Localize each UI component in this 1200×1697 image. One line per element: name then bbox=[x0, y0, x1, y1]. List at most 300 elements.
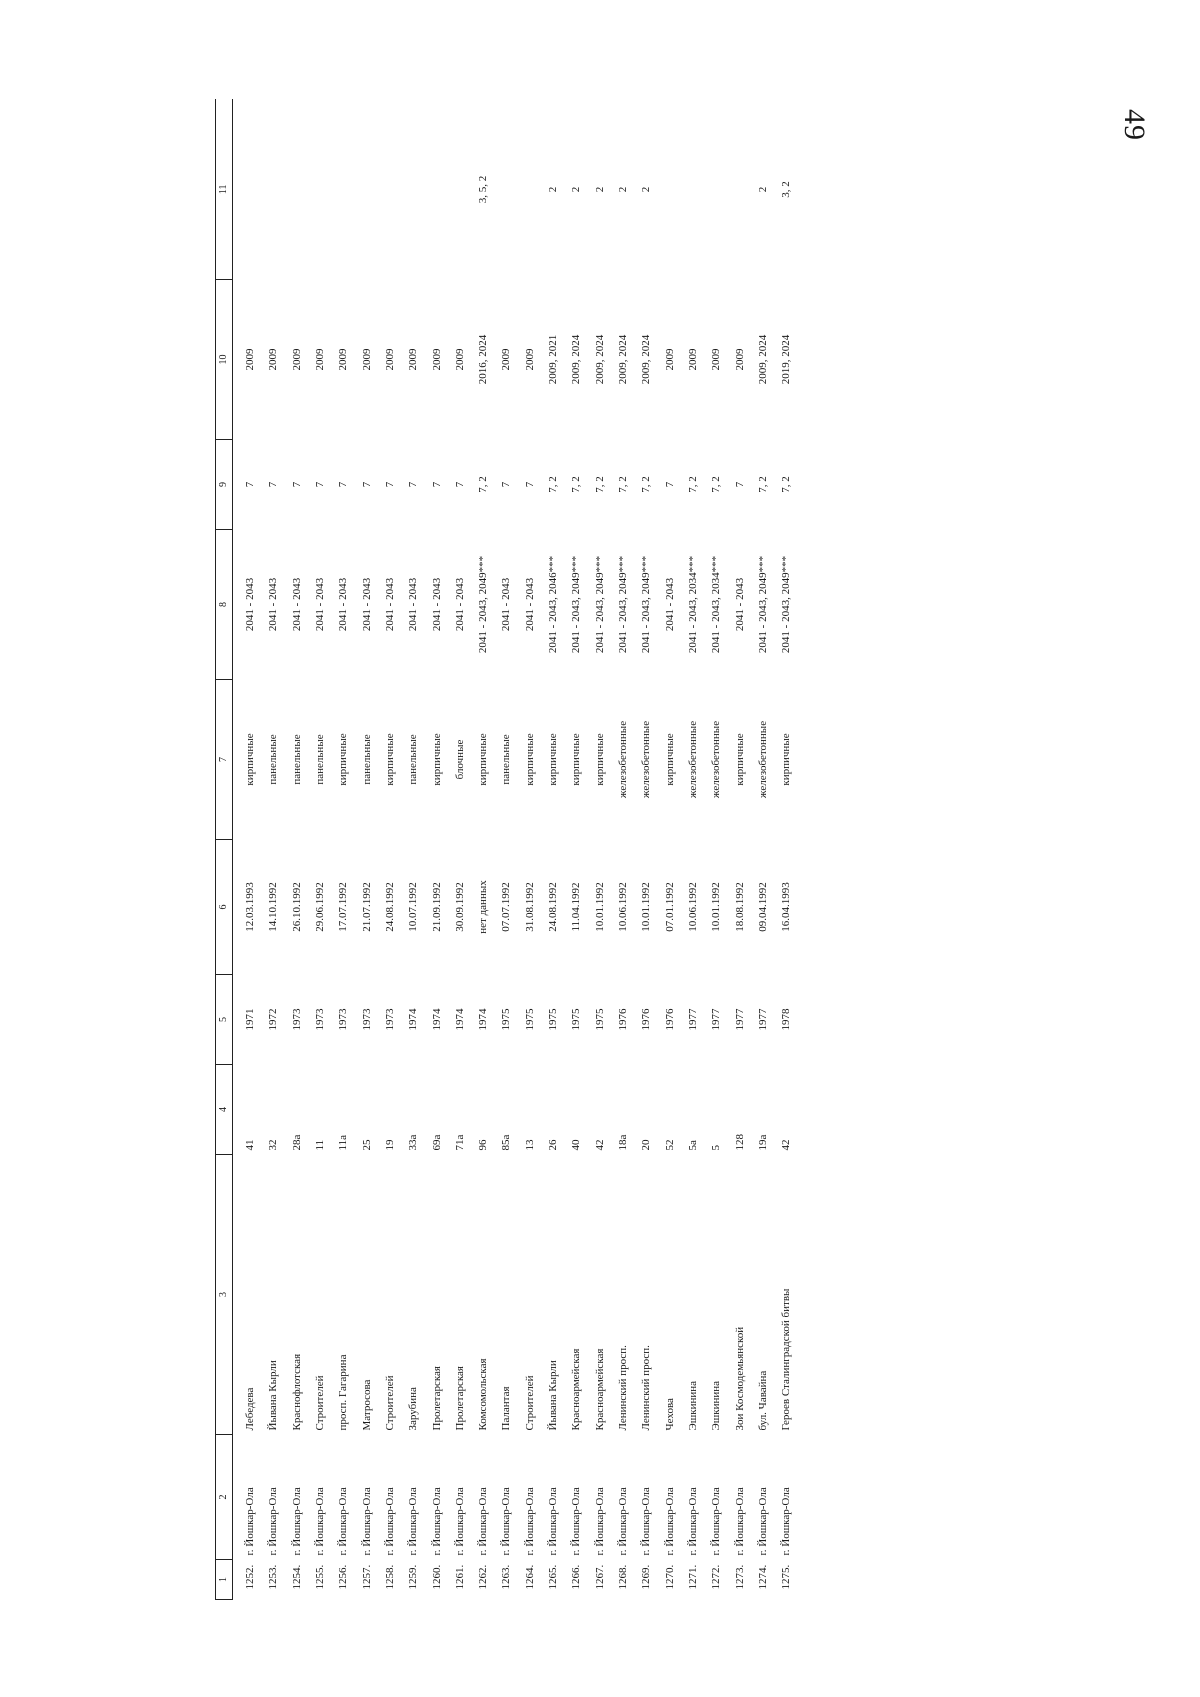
construction-year-cell: 1977 bbox=[710, 1008, 723, 1031]
repair-period-cell: 2041 - 2043, 2049*** bbox=[756, 555, 769, 654]
notes-cell: 2 bbox=[593, 186, 606, 193]
years-cell: 2019, 2024 bbox=[780, 334, 793, 385]
table-header bbox=[216, 100, 233, 1600]
city-cell: г. Йошкар-Ола bbox=[570, 1487, 583, 1556]
repair-period-cell: 2041 - 2043 bbox=[733, 577, 746, 632]
wall-material-cell: панельные bbox=[360, 734, 373, 785]
house-number-cell: 11а bbox=[337, 1135, 350, 1151]
work-types-cell: 7, 2 bbox=[710, 476, 723, 493]
repair-period-cell: 2041 - 2043, 2049*** bbox=[780, 555, 793, 654]
notes-cell bbox=[420, 100, 443, 280]
wall-material-cell: железобетонные bbox=[710, 720, 723, 799]
city-cell: г. Йошкар-Ола bbox=[267, 1487, 280, 1556]
years-cell: 2009, 2024 bbox=[593, 334, 606, 385]
street-cell: Строителей bbox=[313, 1375, 326, 1431]
repair-period-cell: 2041 - 2043 bbox=[453, 577, 466, 632]
repair-period-cell: 2041 - 2043 bbox=[407, 577, 420, 632]
city-cell: г. Йошкар-Ола bbox=[430, 1487, 443, 1556]
table-row bbox=[559, 100, 582, 1600]
house-number-cell: 13 bbox=[523, 1139, 536, 1151]
city-cell: г. Йошкар-Ола bbox=[383, 1487, 396, 1556]
wall-material-cell: железобетонные bbox=[617, 720, 629, 799]
years-cell: 2009 bbox=[244, 348, 256, 371]
row-number-cell: 1263. bbox=[500, 1564, 513, 1590]
city-cell: г. Йошкар-Ола bbox=[313, 1487, 326, 1556]
years-cell: 2009 bbox=[500, 348, 513, 371]
table-row bbox=[723, 100, 746, 1600]
row-number-cell: 1273. bbox=[733, 1564, 746, 1590]
date-cell: нет данных bbox=[477, 880, 490, 934]
construction-year-cell: 1974 bbox=[477, 1008, 490, 1031]
row-number-cell: 1275. bbox=[780, 1564, 793, 1590]
work-types-cell: 7, 2 bbox=[570, 476, 583, 493]
table-row bbox=[466, 100, 489, 1600]
construction-year-cell: 1977 bbox=[686, 1008, 699, 1031]
years-cell: 2009 bbox=[710, 348, 723, 371]
house-number-cell: 25 bbox=[360, 1139, 373, 1151]
row-number-cell: 1256. bbox=[337, 1564, 350, 1590]
construction-year-cell: 1975 bbox=[570, 1008, 583, 1031]
city-cell: г. Йошкар-Ола bbox=[593, 1487, 606, 1556]
street-cell: Палантая bbox=[500, 1386, 513, 1431]
table-row bbox=[326, 100, 349, 1600]
years-cell: 2009, 2024 bbox=[640, 334, 653, 385]
construction-year-cell: 1975 bbox=[593, 1008, 606, 1031]
notes-cell: 3, 2 bbox=[780, 181, 793, 198]
years-cell: 2009, 2024 bbox=[570, 334, 583, 385]
column-header: 4 bbox=[216, 1065, 233, 1155]
date-cell: 10.06.1992 bbox=[686, 882, 699, 932]
wall-material-cell: панельные bbox=[500, 734, 513, 785]
years-cell: 2009 bbox=[360, 348, 373, 371]
date-cell: 07.07.1992 bbox=[500, 882, 513, 932]
rotated-table-container bbox=[215, 100, 1065, 1600]
date-cell: 10.01.1992 bbox=[710, 882, 723, 932]
construction-year-cell: 1974 bbox=[407, 1008, 420, 1031]
repair-period-cell: 2041 - 2043, 2034*** bbox=[710, 555, 723, 654]
date-cell: 12.03.1993 bbox=[244, 882, 256, 932]
notes-cell bbox=[723, 100, 746, 280]
table-row bbox=[396, 100, 419, 1600]
city-cell: г. Йошкар-Ола bbox=[617, 1487, 629, 1556]
row-number-cell: 1268. bbox=[617, 1564, 629, 1590]
column-number-row bbox=[216, 100, 233, 1600]
column-header: 1 bbox=[216, 1560, 233, 1600]
repair-period-cell: 2041 - 2043 bbox=[663, 577, 676, 632]
wall-material-cell: кирпичные bbox=[477, 733, 490, 786]
years-cell: 2009 bbox=[313, 348, 326, 371]
notes-cell bbox=[443, 100, 466, 280]
house-number-cell: 20 bbox=[640, 1139, 653, 1151]
street-cell: Йывана Кырли bbox=[547, 1360, 560, 1431]
notes-cell: 3, 5, 2 bbox=[477, 175, 490, 204]
years-cell: 2009 bbox=[267, 348, 280, 371]
row-number-cell: 1257. bbox=[360, 1564, 373, 1590]
wall-material-cell: кирпичные bbox=[337, 733, 350, 786]
wall-material-cell: блочные bbox=[453, 739, 466, 780]
table-row bbox=[420, 100, 443, 1600]
notes-cell bbox=[350, 100, 373, 280]
city-cell: г. Йошкар-Ола bbox=[337, 1487, 350, 1556]
row-number-cell: 1261. bbox=[453, 1564, 466, 1590]
construction-year-cell: 1974 bbox=[453, 1008, 466, 1031]
repair-period-cell: 2041 - 2043, 2049*** bbox=[570, 555, 583, 654]
row-number-cell: 1254. bbox=[290, 1564, 303, 1590]
years-cell: 2009 bbox=[337, 348, 350, 371]
years-cell: 2009 bbox=[686, 348, 699, 371]
street-cell: Краснофлотская bbox=[290, 1353, 303, 1431]
table-row bbox=[653, 100, 676, 1600]
work-types-cell: 7, 2 bbox=[593, 476, 606, 493]
construction-year-cell: 1973 bbox=[313, 1008, 326, 1031]
table-row bbox=[350, 100, 373, 1600]
city-cell: г. Йошкар-Ола bbox=[453, 1487, 466, 1556]
work-types-cell: 7, 2 bbox=[477, 476, 490, 493]
house-number-cell: 19 bbox=[383, 1139, 396, 1151]
row-number-cell: 1259. bbox=[407, 1564, 420, 1590]
construction-year-cell: 1976 bbox=[663, 1008, 676, 1031]
repair-period-cell: 2041 - 2043 bbox=[500, 577, 513, 632]
wall-material-cell: кирпичные bbox=[547, 733, 560, 786]
table-row bbox=[629, 100, 652, 1600]
construction-year-cell: 1977 bbox=[756, 1008, 769, 1031]
city-cell: г. Йошкар-Ола bbox=[756, 1487, 769, 1556]
house-number-cell: 41 bbox=[244, 1139, 256, 1151]
date-cell: 10.07.1992 bbox=[407, 882, 420, 932]
table-body bbox=[233, 100, 793, 1600]
work-types-cell: 7 bbox=[267, 481, 280, 488]
street-cell: Героев Сталинградской битвы bbox=[780, 1288, 793, 1431]
house-number-cell: 71а bbox=[453, 1134, 466, 1151]
table-row bbox=[699, 100, 722, 1600]
house-number-cell: 11 bbox=[313, 1139, 326, 1151]
table-row bbox=[280, 100, 303, 1600]
city-cell: г. Йошкар-Ола bbox=[710, 1487, 723, 1556]
notes-cell bbox=[699, 100, 722, 280]
work-types-cell: 7 bbox=[453, 481, 466, 488]
notes-cell bbox=[233, 100, 257, 280]
wall-material-cell: кирпичные bbox=[244, 733, 256, 786]
construction-year-cell: 1973 bbox=[360, 1008, 373, 1031]
date-cell: 10.01.1992 bbox=[640, 882, 653, 932]
notes-cell bbox=[653, 100, 676, 280]
work-types-cell: 7 bbox=[407, 481, 420, 488]
work-types-cell: 7, 2 bbox=[640, 476, 653, 493]
wall-material-cell: кирпичные bbox=[430, 733, 443, 786]
date-cell: 21.07.1992 bbox=[360, 882, 373, 932]
repair-period-cell: 2041 - 2043 bbox=[360, 577, 373, 632]
street-cell: Красноармейская bbox=[593, 1348, 606, 1431]
city-cell: г. Йошкар-Ола bbox=[640, 1487, 653, 1556]
notes-cell: 2 bbox=[570, 186, 583, 193]
city-cell: г. Йошкар-Ола bbox=[477, 1487, 490, 1556]
date-cell: 29.06.1992 bbox=[313, 882, 326, 932]
construction-year-cell: 1976 bbox=[640, 1008, 653, 1031]
construction-year-cell: 1975 bbox=[500, 1008, 513, 1031]
years-cell: 2009 bbox=[663, 348, 676, 371]
date-cell: 18.08.1992 bbox=[733, 882, 746, 932]
work-types-cell: 7, 2 bbox=[617, 476, 629, 493]
street-cell: Строителей bbox=[383, 1375, 396, 1431]
repair-period-cell: 2041 - 2043 bbox=[313, 577, 326, 632]
house-number-cell: 85а bbox=[500, 1134, 513, 1151]
repair-period-cell: 2041 - 2043, 2034*** bbox=[686, 555, 699, 654]
work-types-cell: 7 bbox=[290, 481, 303, 488]
work-types-cell: 7 bbox=[663, 481, 676, 488]
house-number-cell: 32 bbox=[267, 1139, 280, 1151]
city-cell: г. Йошкар-Ола bbox=[733, 1487, 746, 1556]
work-types-cell: 7 bbox=[733, 481, 746, 488]
column-header: 3 bbox=[216, 1155, 233, 1435]
house-number-cell: 40 bbox=[570, 1139, 583, 1151]
construction-year-cell: 1975 bbox=[547, 1008, 560, 1031]
house-number-cell: 33а bbox=[407, 1134, 420, 1151]
date-cell: 30.09.1992 bbox=[453, 882, 466, 932]
date-cell: 16.04.1993 bbox=[780, 882, 793, 932]
house-number-cell: 5а bbox=[686, 1140, 699, 1151]
street-cell: Строителей bbox=[523, 1375, 536, 1431]
date-cell: 10.06.1992 bbox=[617, 882, 629, 932]
work-types-cell: 7 bbox=[244, 481, 256, 488]
city-cell: г. Йошкар-Ола bbox=[686, 1487, 699, 1556]
street-cell: бул. Чавайна bbox=[756, 1370, 769, 1431]
street-cell: Эшкинина bbox=[686, 1380, 699, 1431]
repair-period-cell: 2041 - 2043 bbox=[290, 577, 303, 632]
construction-year-cell: 1977 bbox=[733, 1008, 746, 1031]
wall-material-cell: кирпичные bbox=[523, 733, 536, 786]
row-number-cell: 1269. bbox=[640, 1564, 653, 1590]
years-cell: 2009, 2024 bbox=[617, 334, 629, 385]
work-types-cell: 7, 2 bbox=[547, 476, 560, 493]
table-row bbox=[746, 100, 769, 1600]
column-header: 10 bbox=[216, 280, 233, 440]
notes-cell bbox=[326, 100, 349, 280]
wall-material-cell: панельные bbox=[313, 734, 326, 785]
city-cell: г. Йошкар-Ола bbox=[663, 1487, 676, 1556]
city-cell: г. Йошкар-Ола bbox=[500, 1487, 513, 1556]
column-header: 8 bbox=[216, 530, 233, 680]
house-number-cell: 52 bbox=[663, 1139, 676, 1151]
table-row bbox=[303, 100, 326, 1600]
house-number-cell: 42 bbox=[780, 1139, 793, 1151]
repair-period-cell: 2041 - 2043 bbox=[523, 577, 536, 632]
row-number-cell: 1266. bbox=[570, 1564, 583, 1590]
street-cell: Ленинский просп. bbox=[640, 1345, 653, 1431]
column-header: 5 bbox=[216, 975, 233, 1065]
row-number-cell: 1270. bbox=[663, 1564, 676, 1590]
table-row bbox=[256, 100, 279, 1600]
wall-material-cell: кирпичные bbox=[780, 733, 793, 786]
date-cell: 21.09.1992 bbox=[430, 882, 443, 932]
house-number-cell: 18а bbox=[617, 1134, 629, 1151]
wall-material-cell: кирпичные bbox=[733, 733, 746, 786]
years-cell: 2009 bbox=[407, 348, 420, 371]
years-cell: 2009 bbox=[383, 348, 396, 371]
street-cell: Матросова bbox=[360, 1379, 373, 1431]
work-types-cell: 7 bbox=[500, 481, 513, 488]
construction-year-cell: 1973 bbox=[337, 1008, 350, 1031]
wall-material-cell: кирпичные bbox=[570, 733, 583, 786]
notes-cell bbox=[489, 100, 512, 280]
construction-year-cell: 1978 bbox=[780, 1008, 793, 1031]
column-header: 2 bbox=[216, 1435, 233, 1560]
work-types-cell: 7 bbox=[337, 481, 350, 488]
city-cell: г. Йошкар-Ола bbox=[780, 1487, 793, 1556]
street-cell: Эшкинина bbox=[710, 1380, 723, 1431]
table-row bbox=[676, 100, 699, 1600]
construction-year-cell: 1971 bbox=[244, 1008, 256, 1031]
street-cell: Красноармейская bbox=[570, 1348, 583, 1431]
work-types-cell: 7 bbox=[360, 481, 373, 488]
wall-material-cell: кирпичные bbox=[593, 733, 606, 786]
construction-year-cell: 1972 bbox=[267, 1008, 280, 1031]
street-cell: Лебедева bbox=[244, 1387, 256, 1431]
street-cell: Комсомольская bbox=[477, 1358, 490, 1431]
street-cell: просп. Гагарина bbox=[337, 1354, 350, 1431]
house-number-cell: 42 bbox=[593, 1139, 606, 1151]
work-types-cell: 7 bbox=[523, 481, 536, 488]
years-cell: 2009 bbox=[453, 348, 466, 371]
row-number-cell: 1264. bbox=[523, 1564, 536, 1590]
column-header: 11 bbox=[216, 100, 233, 280]
row-number-cell: 1255. bbox=[313, 1564, 326, 1590]
wall-material-cell: кирпичные bbox=[383, 733, 396, 786]
repair-period-cell: 2041 - 2043 bbox=[267, 577, 280, 632]
column-header: 6 bbox=[216, 840, 233, 975]
wall-material-cell: кирпичные bbox=[663, 733, 676, 786]
repair-period-cell: 2041 - 2043, 2046*** bbox=[547, 555, 560, 654]
table-row bbox=[489, 100, 512, 1600]
date-cell: 09.04.1992 bbox=[756, 882, 769, 932]
column-header: 9 bbox=[216, 440, 233, 530]
repair-period-cell: 2041 - 2043 bbox=[383, 577, 396, 632]
wall-material-cell: панельные bbox=[267, 734, 280, 785]
table-row bbox=[769, 100, 792, 1600]
years-cell: 2009 bbox=[733, 348, 746, 371]
years-cell: 2009 bbox=[290, 348, 303, 371]
date-cell: 10.01.1992 bbox=[593, 882, 606, 932]
years-cell: 2009 bbox=[523, 348, 536, 371]
wall-material-cell: железобетонные bbox=[756, 720, 769, 799]
row-number-cell: 1271. bbox=[686, 1564, 699, 1590]
table-row bbox=[606, 100, 629, 1600]
city-cell: г. Йошкар-Ола bbox=[244, 1487, 256, 1556]
notes-cell bbox=[676, 100, 699, 280]
notes-cell bbox=[280, 100, 303, 280]
row-number-cell: 1272. bbox=[710, 1564, 723, 1590]
notes-cell: 2 bbox=[617, 186, 629, 193]
notes-cell bbox=[303, 100, 326, 280]
street-cell: Пролетарская bbox=[453, 1366, 466, 1431]
table-row bbox=[233, 100, 257, 1600]
date-cell: 14.10.1992 bbox=[267, 882, 280, 932]
date-cell: 07.01.1992 bbox=[663, 882, 676, 932]
street-cell: Зарубина bbox=[407, 1387, 420, 1431]
city-cell: г. Йошкар-Ола bbox=[547, 1487, 560, 1556]
table-row bbox=[373, 100, 396, 1600]
date-cell: 31.08.1992 bbox=[523, 882, 536, 932]
notes-cell: 2 bbox=[547, 186, 560, 193]
street-cell: Ленинский просп. bbox=[617, 1345, 629, 1431]
row-number-cell: 1260. bbox=[430, 1564, 443, 1590]
repair-period-cell: 2041 - 2043, 2049*** bbox=[477, 555, 490, 654]
date-cell: 26.10.1992 bbox=[290, 882, 303, 932]
notes-cell bbox=[396, 100, 419, 280]
date-cell: 11.04.1992 bbox=[570, 882, 583, 932]
house-number-cell: 96 bbox=[477, 1139, 490, 1151]
construction-year-cell: 1973 bbox=[290, 1008, 303, 1031]
work-types-cell: 7 bbox=[430, 481, 443, 488]
row-number-cell: 1267. bbox=[593, 1564, 606, 1590]
street-cell: Зои Космодемьянской bbox=[733, 1326, 746, 1431]
housing-registry-table bbox=[215, 100, 793, 1601]
row-number-cell: 1258. bbox=[383, 1564, 396, 1590]
row-number-cell: 1252. bbox=[244, 1564, 256, 1590]
row-number-cell: 1265. bbox=[547, 1564, 560, 1590]
construction-year-cell: 1976 bbox=[617, 1008, 629, 1031]
city-cell: г. Йошкар-Ола bbox=[290, 1487, 303, 1556]
notes-cell bbox=[373, 100, 396, 280]
date-cell: 24.08.1992 bbox=[383, 882, 396, 932]
notes-cell: 2 bbox=[640, 186, 653, 193]
notes-cell: 2 bbox=[756, 186, 769, 193]
construction-year-cell: 1973 bbox=[383, 1008, 396, 1031]
repair-period-cell: 2041 - 2043 bbox=[430, 577, 443, 632]
city-cell: г. Йошкар-Ола bbox=[523, 1487, 536, 1556]
years-cell: 2009, 2024 bbox=[756, 334, 769, 385]
repair-period-cell: 2041 - 2043, 2049*** bbox=[640, 555, 653, 654]
wall-material-cell: панельные bbox=[407, 734, 420, 785]
years-cell: 2009, 2021 bbox=[547, 334, 560, 385]
notes-cell bbox=[256, 100, 279, 280]
date-cell: 24.08.1992 bbox=[547, 882, 560, 932]
house-number-cell: 28а bbox=[290, 1134, 303, 1151]
table-row bbox=[513, 100, 536, 1600]
row-number-cell: 1274. bbox=[756, 1564, 769, 1590]
date-cell: 17.07.1992 bbox=[337, 882, 350, 932]
years-cell: 2016, 2024 bbox=[477, 334, 490, 385]
wall-material-cell: железобетонные bbox=[640, 720, 653, 799]
repair-period-cell: 2041 - 2043 bbox=[244, 577, 256, 632]
work-types-cell: 7 bbox=[383, 481, 396, 488]
repair-period-cell: 2041 - 2043, 2049*** bbox=[593, 555, 606, 654]
page-number: 49 bbox=[1118, 109, 1151, 141]
construction-year-cell: 1974 bbox=[430, 1008, 443, 1031]
column-header: 7 bbox=[216, 680, 233, 840]
wall-material-cell: железобетонные bbox=[686, 720, 699, 799]
work-types-cell: 7, 2 bbox=[756, 476, 769, 493]
notes-cell bbox=[513, 100, 536, 280]
work-types-cell: 7, 2 bbox=[686, 476, 699, 493]
row-number-cell: 1253. bbox=[267, 1564, 280, 1590]
years-cell: 2009 bbox=[430, 348, 443, 371]
table-row bbox=[443, 100, 466, 1600]
table-row bbox=[536, 100, 559, 1600]
street-cell: Пролетарская bbox=[430, 1366, 443, 1431]
house-number-cell: 19а bbox=[756, 1134, 769, 1151]
street-cell: Йывана Кырли bbox=[267, 1360, 280, 1431]
work-types-cell: 7, 2 bbox=[780, 476, 793, 493]
row-number-cell: 1262. bbox=[477, 1564, 490, 1590]
repair-period-cell: 2041 - 2043, 2049*** bbox=[617, 555, 629, 654]
table-row bbox=[583, 100, 606, 1600]
house-number-cell: 69а bbox=[430, 1134, 443, 1151]
city-cell: г. Йошкар-Ола bbox=[407, 1487, 420, 1556]
wall-material-cell: панельные bbox=[290, 734, 303, 785]
work-types-cell: 7 bbox=[313, 481, 326, 488]
street-cell: Чехова bbox=[663, 1398, 676, 1431]
repair-period-cell: 2041 - 2043 bbox=[337, 577, 350, 632]
